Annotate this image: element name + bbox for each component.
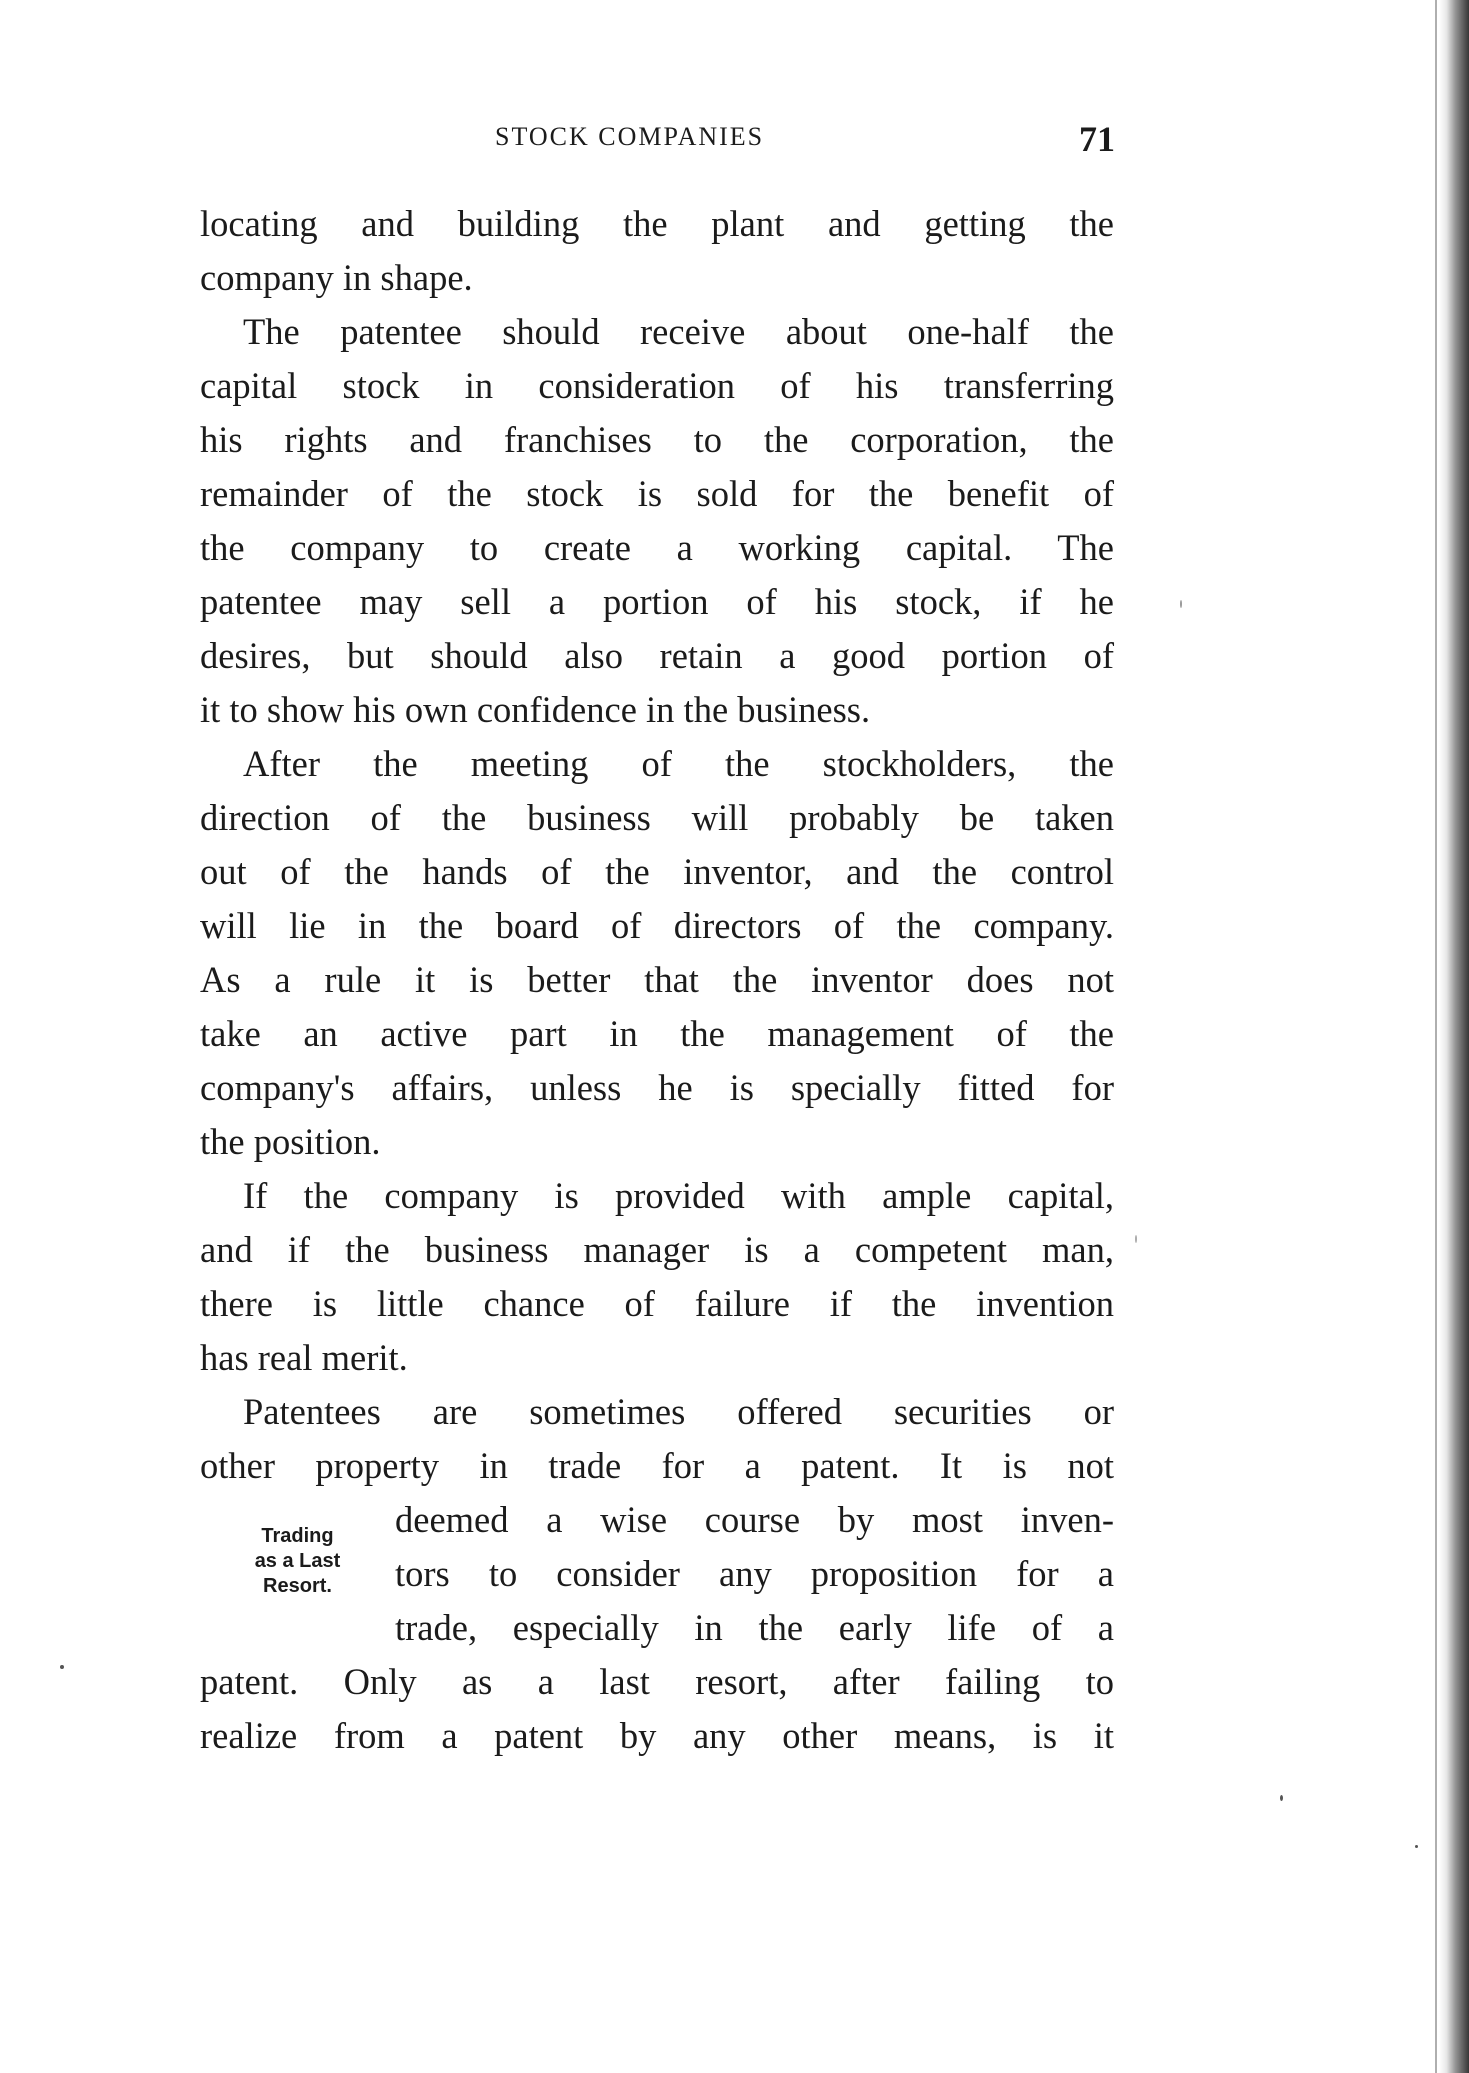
- binding-shadow: [1439, 0, 1469, 2073]
- text-line: there is little chance of failure if the invention: [200, 1283, 1114, 1324]
- text-line: company in shape.: [200, 257, 473, 298]
- text-line: will lie in the board of directors of the company.: [200, 905, 1114, 946]
- text-line: capital stock in consideration of his transferring: [200, 365, 1114, 406]
- text-line: other property in trade for a patent. It is not: [200, 1445, 1114, 1486]
- text-line: As a rule it is better that the inventor does not: [200, 959, 1114, 1000]
- running-head-title: STOCK COMPANIES: [495, 122, 765, 151]
- text-line: has real merit.: [200, 1337, 408, 1378]
- scan-speck: [60, 1665, 64, 1669]
- sidenote-line: Resort.: [263, 1575, 332, 1597]
- text-line: After the meeting of the stockholders, the: [243, 743, 1114, 784]
- text-line: company's affairs, unless he is specially fitted for: [200, 1067, 1114, 1108]
- scan-speck: [1135, 1235, 1137, 1243]
- text-line: The patentee should receive about one-half the: [243, 311, 1114, 352]
- text-line: If the company is provided with ample capital,: [243, 1175, 1114, 1216]
- scan-speck: [1180, 600, 1182, 608]
- scan-speck: [1415, 1845, 1418, 1848]
- text-line: and if the business manager is a competent man,: [200, 1229, 1114, 1270]
- text-line: patent. Only as a last resort, after failing to: [200, 1661, 1114, 1702]
- text-line: remainder of the stock is sold for the benefit of: [200, 473, 1114, 514]
- text-line: take an active part in the management of the: [200, 1013, 1114, 1054]
- scan-speck: [1280, 1795, 1283, 1801]
- binding-edge-line: [1435, 0, 1437, 2073]
- text-line: patentee may sell a portion of his stock, if he: [200, 581, 1114, 622]
- text-line: Patentees are sometimes offered securities or: [243, 1391, 1114, 1432]
- text-line: out of the hands of the inventor, and the control: [200, 851, 1114, 892]
- text-line: realize from a patent by any other means, is it: [200, 1715, 1114, 1756]
- text-line: trade, especially in the early life of a: [395, 1607, 1114, 1648]
- text-line: his rights and franchises to the corporation, the: [200, 419, 1114, 460]
- text-line: desires, but should also retain a good portion of: [200, 635, 1114, 676]
- sidenote-line: as a Last: [254, 1550, 341, 1572]
- page-number: 71: [1079, 119, 1115, 159]
- text-line: the position.: [200, 1121, 381, 1162]
- text-line: direction of the business will probably be taken: [200, 797, 1114, 838]
- sidenote-line: Trading: [261, 1525, 334, 1547]
- margin-sidenote: [225, 1524, 370, 1599]
- text-line: locating and building the plant and getting the: [200, 203, 1114, 244]
- text-line: tors to consider any proposition for a: [395, 1553, 1114, 1594]
- text-line: it to show his own confidence in the business.: [200, 689, 871, 730]
- text-line: deemed a wise course by most inven-: [395, 1499, 1114, 1540]
- text-line: the company to create a working capital. The: [200, 527, 1114, 568]
- running-head: [200, 118, 1115, 158]
